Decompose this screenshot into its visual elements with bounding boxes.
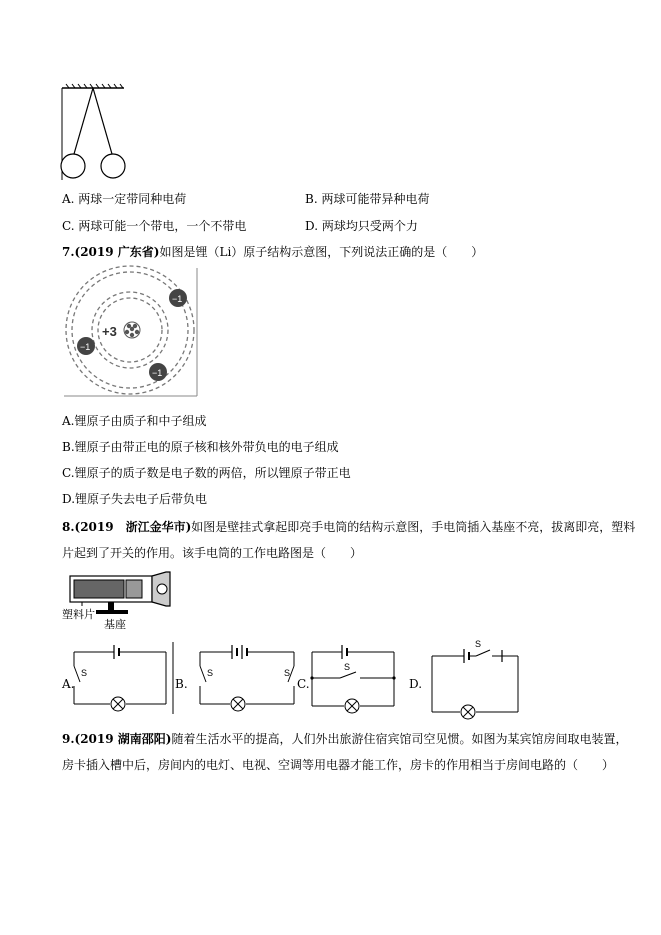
q6-option-d[interactable]: D. 两球均只受两个力 — [305, 219, 418, 233]
q7-number: 7. — [62, 245, 75, 259]
q6-option-b[interactable]: B. 两球可能带异种电荷 — [305, 192, 430, 206]
q7-stem — [62, 244, 483, 260]
q8-stem-line1 — [62, 519, 635, 535]
q8-stem-line2: 片起到了开关的作用。该手电筒的工作电路图是（ ） — [62, 546, 363, 560]
flashlight-diagram — [62, 572, 174, 632]
plastic-piece-label: 塑料片 — [62, 608, 95, 621]
electron-outer — [169, 289, 187, 307]
circuit-d[interactable] — [428, 640, 522, 720]
q9-stem-line2: 房卡插入槽中后，房间内的电灯、电视、空调等用电器才能工作，房卡的作用相当于房间电路的（ ） — [62, 758, 615, 772]
svg-text:S: S — [207, 668, 214, 678]
circuit-a[interactable] — [70, 642, 170, 714]
svg-text:S: S — [81, 668, 88, 678]
svg-text:S: S — [475, 639, 482, 649]
q9-stem-line1 — [62, 731, 627, 747]
q7-option-a[interactable]: A.锂原子由质子和中子组成 — [62, 414, 207, 428]
q8-option-d-label[interactable]: D. — [409, 677, 423, 691]
svg-text:S: S — [284, 668, 291, 678]
circuit-c[interactable] — [308, 642, 398, 718]
lithium-atom-diagram — [62, 266, 202, 400]
svg-text:−1: −1 — [172, 294, 183, 304]
nucleus — [124, 322, 140, 338]
suspended-balls-figure — [58, 84, 128, 184]
q7-option-d[interactable]: D.锂原子失去电子后带负电 — [62, 492, 208, 506]
q8-option-b-label[interactable]: B. — [175, 677, 188, 691]
q7-option-c[interactable]: C.锂原子的质子数是电子数的两倍，所以锂原子带正电 — [62, 466, 351, 480]
q6-option-a[interactable]: A. 两球一定带同种电荷 — [62, 192, 187, 206]
svg-text:−1: −1 — [152, 368, 163, 378]
q6-option-c[interactable]: C. 两球可能一个带电，一个不带电 — [62, 219, 247, 233]
q8-source: (2019 浙江金华市) — [74, 520, 192, 534]
q9-source: (2019 湖南邵阳) — [74, 732, 172, 746]
base-label: 基座 — [104, 618, 126, 631]
electron-inner-left — [77, 337, 95, 355]
q7-source: (2019 广东省) — [74, 245, 160, 259]
svg-text:−1: −1 — [80, 342, 91, 352]
q9-question-line1: 随着生活水平的提高，人们外出旅游住宿宾馆司空见惯。如图为某宾馆房间取电装置， — [171, 732, 628, 746]
circuit-b[interactable] — [196, 642, 300, 714]
svg-text:S: S — [344, 662, 351, 672]
q8-option-a-label[interactable]: A. — [62, 677, 75, 691]
q7-question: 如图是锂（Li）原子结构示意图，下列说法正确的是（ ） — [159, 245, 484, 259]
divider-line — [172, 642, 174, 714]
q8-option-c-label[interactable]: C. — [297, 677, 310, 691]
q9-number: 9. — [62, 732, 75, 746]
electron-inner-right — [149, 363, 167, 381]
q8-question-line1: 如图是壁挂式拿起即亮手电筒的结构示意图，手电筒插入基座不亮，拔离即亮，塑料 — [191, 520, 636, 534]
q8-number: 8. — [62, 520, 75, 534]
nucleus-charge-label: +3 — [102, 324, 117, 339]
q7-option-b[interactable]: B.锂原子由带正电的原子核和核外带负电的电子组成 — [62, 440, 339, 454]
